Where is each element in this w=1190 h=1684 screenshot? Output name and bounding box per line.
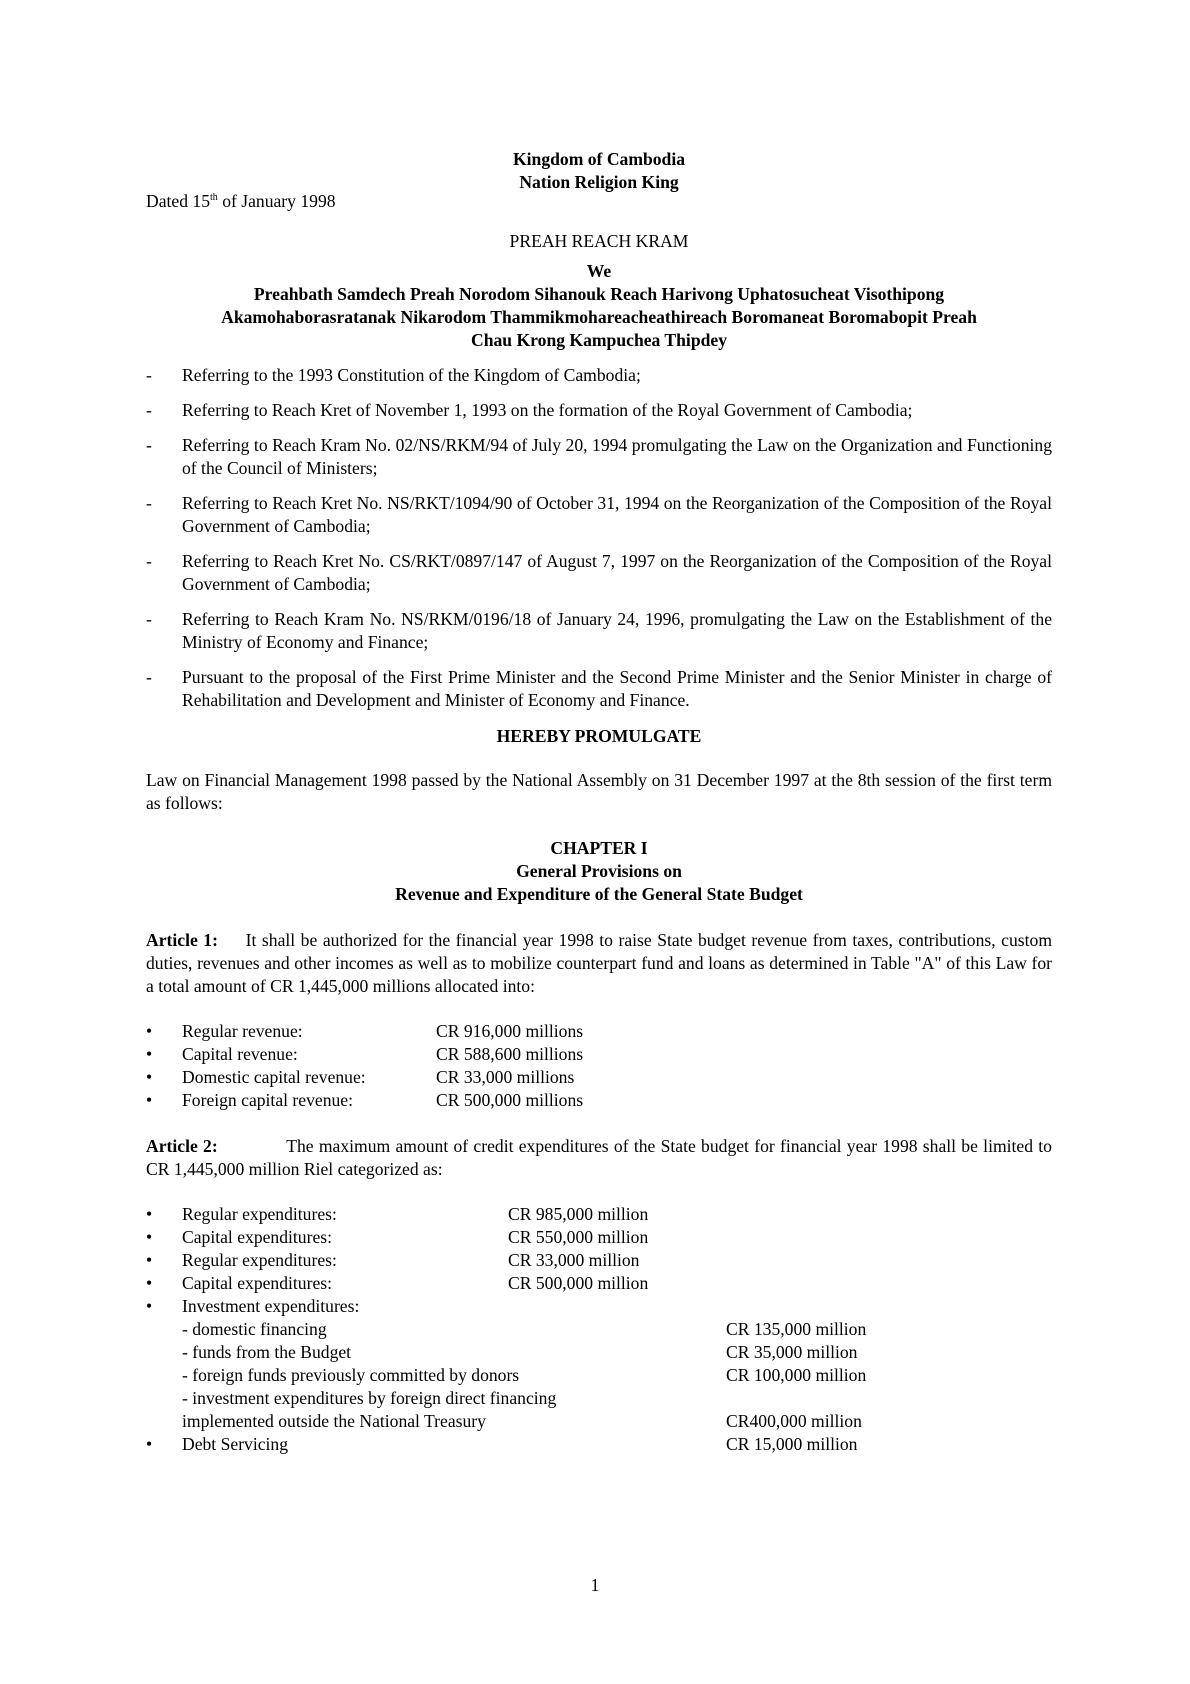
bullet-marker: • xyxy=(146,1044,153,1064)
chapter-heading xyxy=(146,837,1052,906)
reference-item xyxy=(146,492,1052,538)
sub-item-label: - funds from the Budget xyxy=(182,1342,352,1362)
article-label: Article 1: xyxy=(146,930,218,950)
item-value: CR 588,600 millions xyxy=(436,1044,584,1064)
item-label: Regular expenditures: xyxy=(182,1250,337,1270)
list-item xyxy=(146,1295,1052,1318)
bullet-marker: • xyxy=(146,1227,153,1247)
page-number: 1 xyxy=(590,1575,600,1595)
article-1 xyxy=(146,929,1052,998)
article-text: It shall be authorized for the financial year 1998 to raise State budget revenue from taxes, contributions, custom duties, revenues and other incomes as well as to mobilize counterpart fund and loans as determined in Table "A" of this Law for a total amount of CR 1,445,000 millions allocated into: xyxy=(146,930,1052,996)
date-ordinal: th xyxy=(210,192,218,204)
king-title-line: Chau Krong Kampuchea Thipdey xyxy=(471,330,727,350)
chapter-number: CHAPTER I xyxy=(550,838,648,858)
dash-marker: - xyxy=(146,365,152,385)
promulgate-heading: HEREBY PROMULGATE xyxy=(496,726,702,746)
reference-text: Referring to Reach Kret No. CS/RKT/0897/147 of August 7, 1997 on the Reorganization of the Composition of the Royal Government of Cambodia; xyxy=(182,551,1052,594)
document-date xyxy=(146,190,336,213)
reference-text: Pursuant to the proposal of the First Prime Minister and the Second Prime Minister and the Senior Minister in charge of Rehabilitation and Development and Minister of Economy and Finance. xyxy=(182,667,1052,710)
dash-marker: - xyxy=(146,609,152,629)
item-label: Capital revenue: xyxy=(182,1044,298,1064)
reference-item xyxy=(146,608,1052,654)
document-header xyxy=(146,148,1052,214)
sub-item-label: - domestic financing xyxy=(182,1319,327,1339)
sub-item xyxy=(146,1318,1052,1341)
article-text: The maximum amount of credit expenditures of the State budget for financial year 1998 shall be limited to CR 1,445,000 million Riel categorized as: xyxy=(146,1136,1052,1179)
sub-item-value: CR 135,000 million xyxy=(726,1319,867,1339)
intro-paragraph: Law on Financial Management 1998 passed by the National Assembly on 31 December 1997 at the 8th session of the first term as follows: xyxy=(146,770,1052,813)
reference-item xyxy=(146,666,1052,712)
item-value: CR 33,000 million xyxy=(508,1250,640,1270)
sub-item xyxy=(146,1341,1052,1364)
reference-text: Referring to the 1993 Constitution of the Kingdom of Cambodia; xyxy=(182,365,641,385)
document-title: PREAH REACH KRAM xyxy=(509,231,689,251)
item-value: CR 15,000 million xyxy=(726,1434,858,1454)
reference-item xyxy=(146,364,1052,387)
we-heading: We xyxy=(586,261,612,281)
sub-item-value: CR 35,000 million xyxy=(726,1342,858,1362)
list-item xyxy=(146,1066,1052,1089)
item-label: Capital expenditures: xyxy=(182,1227,332,1247)
reference-text: Referring to Reach Kram No. 02/NS/RKM/94 of July 20, 1994 promulgating the Law on the Organization and Functioning of the Council of Ministers; xyxy=(182,435,1052,478)
item-label: Regular revenue: xyxy=(182,1021,303,1041)
references-list xyxy=(146,364,1052,712)
dash-marker: - xyxy=(146,551,152,571)
list-item xyxy=(146,1020,1052,1043)
sub-item-label: implemented outside the National Treasury xyxy=(182,1411,486,1431)
list-item xyxy=(146,1226,1052,1249)
item-value: CR 33,000 millions xyxy=(436,1067,575,1087)
bullet-marker: • xyxy=(146,1273,153,1293)
reference-item xyxy=(146,399,1052,422)
sub-item xyxy=(146,1387,1052,1410)
date-suffix: of January 1998 xyxy=(217,191,336,211)
sub-item xyxy=(146,1364,1052,1387)
king-title xyxy=(146,283,1052,352)
reference-item xyxy=(146,434,1052,480)
revenue-list xyxy=(146,1020,1052,1112)
item-value: CR 916,000 millions xyxy=(436,1021,584,1041)
king-title-line: Akamohaborasratanak Nikarodom Thammikmohareacheathireach Boromaneat Boromabopit Preah xyxy=(221,307,977,327)
bullet-marker: • xyxy=(146,1204,153,1224)
sub-item-label: - investment expenditures by foreign direct financing xyxy=(182,1388,557,1408)
item-value: CR 500,000 millions xyxy=(436,1090,584,1110)
dash-marker: - xyxy=(146,435,152,455)
reference-item xyxy=(146,550,1052,596)
reference-text: Referring to Reach Kret of November 1, 1993 on the formation of the Royal Government of Cambodia; xyxy=(182,400,913,420)
header-motto: Nation Religion King xyxy=(519,172,679,192)
chapter-title-line: General Provisions on xyxy=(516,861,682,881)
bullet-marker: • xyxy=(146,1090,153,1110)
item-label: Debt Servicing xyxy=(182,1434,289,1454)
chapter-title-line: Revenue and Expenditure of the General State Budget xyxy=(395,884,803,904)
item-value: CR 500,000 million xyxy=(508,1273,649,1293)
date-prefix: Dated 15 xyxy=(146,191,211,211)
dash-marker: - xyxy=(146,493,152,513)
header-kingdom: Kingdom of Cambodia xyxy=(512,149,686,169)
dash-marker: - xyxy=(146,667,152,687)
item-value: CR 985,000 million xyxy=(508,1204,649,1224)
list-item xyxy=(146,1203,1052,1226)
sub-item-value: CR 100,000 million xyxy=(726,1365,867,1385)
sub-item-label: - foreign funds previously committed by donors xyxy=(182,1365,520,1385)
list-item xyxy=(146,1433,1052,1456)
item-value: CR 550,000 million xyxy=(508,1227,649,1247)
reference-text: Referring to Reach Kram No. NS/RKM/0196/18 of January 24, 1996, promulgating the Law on the Establishment of the Ministry of Economy and Finance; xyxy=(182,609,1052,652)
bullet-marker: • xyxy=(146,1296,153,1316)
list-item xyxy=(146,1272,1052,1295)
sub-item-value: CR400,000 million xyxy=(726,1411,862,1431)
item-label: Foreign capital revenue: xyxy=(182,1090,353,1110)
item-label: Investment expenditures: xyxy=(182,1296,360,1316)
item-label: Capital expenditures: xyxy=(182,1273,332,1293)
article-2 xyxy=(146,1135,1052,1181)
reference-text: Referring to Reach Kret No. NS/RKT/1094/90 of October 31, 1994 on the Reorganization of the Composition of the Royal Government of Cambodia; xyxy=(182,493,1052,536)
dash-marker: - xyxy=(146,400,152,420)
bullet-marker: • xyxy=(146,1434,153,1454)
item-label: Domestic capital revenue: xyxy=(182,1067,366,1087)
expenditure-list xyxy=(146,1203,1052,1456)
sub-item xyxy=(146,1410,1052,1433)
bullet-marker: • xyxy=(146,1250,153,1270)
king-title-line: Preahbath Samdech Preah Norodom Sihanouk Reach Harivong Uphatosucheat Visothipong xyxy=(253,284,945,304)
article-label: Article 2: xyxy=(146,1136,218,1156)
list-item xyxy=(146,1043,1052,1066)
list-item xyxy=(146,1249,1052,1272)
list-item xyxy=(146,1089,1052,1112)
bullet-marker: • xyxy=(146,1021,153,1041)
item-label: Regular expenditures: xyxy=(182,1204,337,1224)
bullet-marker: • xyxy=(146,1067,153,1087)
